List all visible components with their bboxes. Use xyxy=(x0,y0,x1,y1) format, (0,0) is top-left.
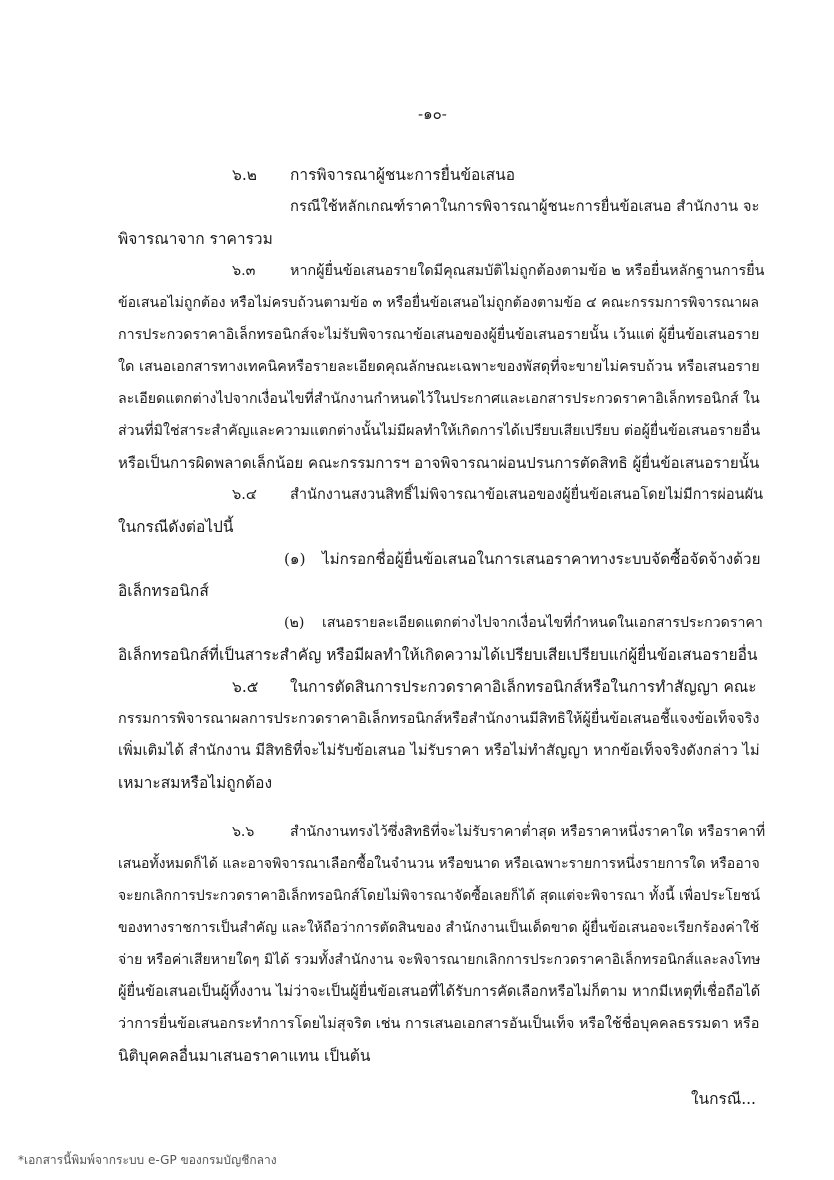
page-number: -๑๐- xyxy=(418,105,447,123)
list-text: ไม่กรอกชื่อผู้ยื่นข้อเสนอในการเสนอราคาทางระบบจัดซื้อจัดจ้างด้วย xyxy=(322,550,761,568)
paragraph-line: การประกวดราคาอิเล็กทรอนิกส์จะไม่รับพิจารณาข้อเสนอของผู้ยื่นข้อเสนอรายนั้น เว้นแต่ ผู้ยื่นข้อเสนอราย xyxy=(118,327,760,343)
section-heading: การพิจารณาผู้ชนะการยื่นข้อเสนอ xyxy=(290,166,516,184)
paragraph-line: ในกรณีดังต่อไปนี้ xyxy=(118,518,234,536)
paragraph-text: สำนักงานสงวนสิทธิ์ไม่พิจารณาข้อเสนอของผู้ยื่นข้อเสนอโดยไม่มีการผ่อนผัน xyxy=(290,486,764,503)
paragraph-line: พิจารณาจาก ราคารวม xyxy=(118,230,273,248)
paragraph-line: จ่าย หรือค่าเสียหายใดๆ มิได้ รวมทั้งสำนักงาน จะพิจารณายกเลิกการประกวดราคาอิเล็กทรอนิกส์และลงโทษ xyxy=(118,952,761,968)
list-item-2 xyxy=(284,613,763,633)
paragraph-line: กรรมการพิจารณาผลการประกวดราคาอิเล็กทรอนิกส์หรือสำนักงานมีสิทธิให้ผู้ยื่นข้อเสนอชี้แจงข้อเท็จจริง xyxy=(118,711,760,727)
list-item-1 xyxy=(284,549,761,569)
paragraph-line: อิเล็กทรอนิกส์ที่เป็นสาระสำคัญ หรือมีผลทำให้เกิดความได้เปรียบเสียเปรียบแก่ผู้ยื่นข้อเสนอรายอื่น xyxy=(118,646,758,664)
paragraph-line: ใด เสนอเอกสารทางเทคนิคหรือรายละเอียดคุณลักษณะเฉพาะของพัสดุที่จะขายไม่ครบถ้วน หรือเสนอราย xyxy=(118,359,760,375)
paragraph-line: กรณีใช้หลักเกณฑ์ราคาในการพิจารณาผู้ชนะการยื่นข้อเสนอ สำนักงาน จะ xyxy=(290,198,760,215)
paragraph-line: อิเล็กทรอนิกส์ xyxy=(118,582,209,600)
paragraph-line: เหมาะสมหรือไม่ถูกต้อง xyxy=(118,774,273,792)
section-number: ๖.๔ xyxy=(232,486,257,503)
paragraph-line: ผู้ยื่นข้อเสนอเป็นผู้ทิ้งงาน ไม่ว่าจะเป็นผู้ยื่นข้อเสนอที่ได้รับการคัดเลือกหรือไม่ก็ตาม หากมีเหตุที่เชื่อถือได้ xyxy=(118,983,761,1000)
list-text: เสนอรายละเอียดแตกต่างไปจากเงื่อนไขที่กำหนดในเอกสารประกวดราคา xyxy=(322,615,763,631)
section-6-5 xyxy=(232,677,757,697)
paragraph-line: จะยกเลิกการประกวดราคาอิเล็กทรอนิกส์โดยไม่พิจารณาจัดซื้อเลยก็ได้ สุดแต่จะพิจารณา ทั้งนี้ เพื่อประโยชน์ xyxy=(118,888,761,904)
paragraph-text: สำนักงานทรงไว้ซึ่งสิทธิที่จะไม่รับราคาต่ำสุด หรือราคาหนึ่งราคาใด หรือราคาที่ xyxy=(290,824,766,840)
paragraph-text: หากผู้ยื่นข้อเสนอรายใดมีคุณสมบัติไม่ถูกต้องตามข้อ ๒ หรือยื่นหลักฐานการยื่น xyxy=(290,263,765,279)
section-number: ๖.๒ xyxy=(232,166,257,184)
paragraph-line: เพิ่มเติมได้ สำนักงาน มีสิทธิที่จะไม่รับข้อเสนอ ไม่รับราคา หรือไม่ทำสัญญา หากข้อเท็จจริงดังกล่าว ไม่ xyxy=(118,742,760,759)
paragraph-line: ว่าการยื่นข้อเสนอกระทำการโดยไม่สุจริต เช่น การเสนอเอกสารอันเป็นเท็จ หรือใช้ชื่อบุคคลธรรมดา หรือ xyxy=(118,1016,760,1032)
section-6-2 xyxy=(232,165,515,185)
paragraph-line: หรือเป็นการผิดพลาดเล็กน้อย คณะกรรมการฯ อาจพิจารณาผ่อนปรนการตัดสิทธิ ผู้ยื่นข้อเสนอรายนั้น xyxy=(118,454,760,472)
section-6-3 xyxy=(232,261,764,281)
paragraph-line: ข้อเสนอไม่ถูกต้อง หรือไม่ครบถ้วนตามข้อ ๓ หรือยื่นข้อเสนอไม่ถูกต้องตามข้อ ๔ คณะกรรมการพิจารณาผล xyxy=(118,295,759,311)
paragraph-line: นิติบุคคลอื่นมาเสนอราคาแทน เป็นต้น xyxy=(118,1047,371,1065)
section-6-6 xyxy=(232,822,765,842)
paragraph-line: ส่วนที่มิใช่สาระสำคัญและความแตกต่างนั้นไม่มีผลทำให้เกิดการได้เปรียบเสียเปรียบ ต่อผู้ยื่นข้อเสนอรายอื่น xyxy=(118,423,761,439)
footer-note: *เอกสารนี้พิมพ์จากระบบ e-GP ของกรมบัญชีกลาง xyxy=(18,1153,277,1167)
continuation-text: ในกรณี... xyxy=(690,1090,756,1108)
section-number: ๖.๕ xyxy=(232,678,259,696)
paragraph-line: ละเอียดแตกต่างไปจากเงื่อนไขที่สำนักงานกำหนดไว้ในประกาศและเอกสารประกวดราคาอิเล็กทรอนิกส์ ใน xyxy=(118,391,760,407)
paragraph-text: ในการตัดสินการประกวดราคาอิเล็กทรอนิกส์หรือในการทำสัญญา คณะ xyxy=(290,678,757,696)
list-number: (๒) xyxy=(284,615,305,631)
list-number: (๑) xyxy=(284,550,306,568)
paragraph-line: ของทางราชการเป็นสำคัญ และให้ถือว่าการตัดสินของ สำนักงานเป็นเด็ดขาด ผู้ยื่นข้อเสนอจะเรียกร้องค่าใช้ xyxy=(118,920,760,936)
section-6-4 xyxy=(232,485,763,505)
section-number: ๖.๖ xyxy=(232,824,255,840)
paragraph-line: เสนอทั้งหมดก็ได้ และอาจพิจารณาเลือกซื้อในจำนวน หรือขนาด หรือเฉพาะรายการหนึ่งรายการใด หรืออาจ xyxy=(118,856,760,872)
section-number: ๖.๓ xyxy=(232,263,256,279)
